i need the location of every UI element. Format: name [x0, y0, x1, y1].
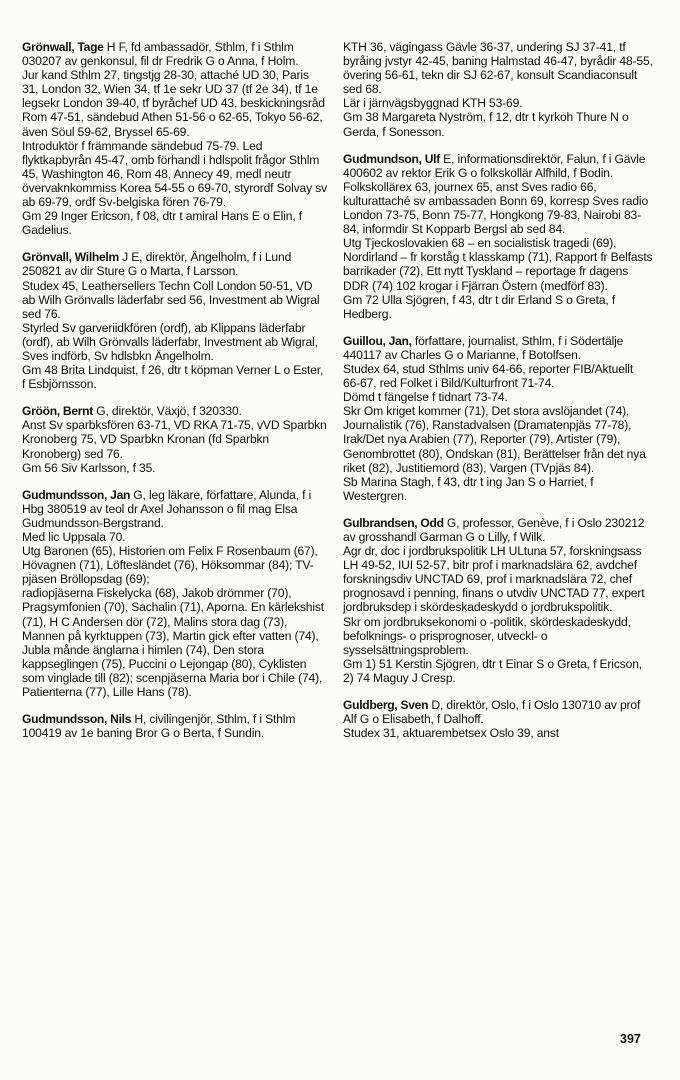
- entry-paragraph: Studex 64, stud Sthlms univ 64-66, reporter FIB/Aktuellt 66-67, red Folket i Bild/Kulturfront 71-74.: [343, 361, 634, 391]
- entry-intro: G, professor, Genève, f i Oslo 230212 av grosshandl Garman G o Lilly, f Wilk.: [343, 515, 645, 544]
- entry-paragraph: Gm 72 Ulla Sjögren, f 43, dtr t dir Erland S o Greta, f Hedberg.: [343, 292, 616, 321]
- entry-heading: [22, 404, 327, 418]
- entry-paragraph: Folkskollärex 63, journex 65, anst Sves radio 66, kulturattaché sv ambassaden Bonn 69, korresp Sves radio London 73-75, Bonn 75-77, Hongkong 79-83, Nairobi 83-84, informdir St Kopparb Bergsl ab sed 84.: [343, 179, 649, 237]
- entry-paragraph: Sb Marina Stagh, f 43, dtr t ing Jan S o Harriet, f Westergren.: [343, 474, 594, 503]
- entry-name: Grönwall, Tage: [22, 40, 104, 54]
- biography-entry: [22, 712, 327, 740]
- biography-entry: [343, 152, 653, 321]
- biography-entry: [343, 334, 653, 503]
- biography-entry: [343, 516, 653, 685]
- entry-paragraph: Gm 1) 51 Kerstin Sjögren, dtr t Einar S o Greta, f Ericson, 2) 74 Maguy J Cresp.: [343, 656, 642, 685]
- entry-heading: [22, 40, 327, 68]
- entry-intro: H F, fd ambassadör, Sthlm, f i Sthlm 030207 av genkonsul, fil dr Fredrik G o Anna, f Holm.: [22, 40, 299, 69]
- entry-name: Gröön, Bernt: [22, 404, 93, 419]
- entry-paragraph: Agr dr, doc i jordbrukspolitik LH ULtuna 57, forskningsass LH 49-52, IUI 52-57, bitr prof i marknadslära 62, avdchef forskningsdiv UNCTAD 69, prof i marknadslära 72, chef prognosavd i penning, finans o utvdiv UNCTAD 77, expert jordbruksdep i skördeskadeskydd o jordbrukspolitik.: [343, 544, 645, 615]
- entry-paragraph: radiopjäserna Fiskelycka (68), Jakob drömmer (70), Pragsymfonien (70), Sachalin (71), Aporna. En kärlekshist (71), H C Andersen dör (72), Malins stora dag (73), Mannen på kyrktuppen (73), Martin gick efter vatten (74), Jubla månde änglarna i himlen (74), Den stora kappseglingen (75), Puccini o Lejongap (80), Cyklisten som vinglade till (82); scenpjäserna Maria bor i Chile (74), Patienterna (77), Lille Hans (78).: [22, 586, 325, 700]
- entry-paragraph: Med lic Uppsala 70.: [22, 530, 126, 544]
- entry-intro: G, direktör, Växjö, f 320330.: [92, 404, 242, 419]
- biography-entry: [22, 404, 327, 474]
- entry-paragraph: Jur kand Sthlm 27, tingstjg 28-30, attaché UD 30, Paris 31, London 32, Wien 34, tf 1e sekr UD 37 (tf 2e 34), tf 1e legsekr London 39-40, tf byråchef UD 43, beskickningsråd Rom 47-51, sändebud Athen 51-56 o 62-65, Tokyo 56-62, även Söul 59-62, Bryssel 65-69.: [22, 68, 325, 139]
- biography-entry: [343, 40, 653, 139]
- entry-name: Gudmundsson, Nils: [22, 712, 132, 727]
- entry-paragraph: Lär i järnvägsbyggnad KTH 53-69.: [343, 96, 523, 111]
- entry-paragraph: Dömd t fängelse f tidnart 73-74.: [343, 390, 508, 405]
- entry-intro: J E, direktör, Ängelholm, f i Lund 250821 av dir Sture G o Marta, f Larsson.: [22, 250, 292, 279]
- right-column: [343, 40, 653, 753]
- entry-name: Guillou, Jan,: [343, 333, 412, 348]
- entry-heading: [343, 152, 653, 180]
- entry-intro: G, leg läkare, författare, Alunda, f i Hbg 380519 av teol dr Axel Johansson o fil mag Elsa Gudmundsson-Bergstrand.: [22, 487, 312, 530]
- biography-entry: [22, 488, 327, 699]
- entry-heading: [343, 698, 653, 726]
- left-column: [22, 40, 327, 753]
- entry-intro: D, direktör, Oslo, f i Oslo 130710 av prof Alf G o Elisabeth, f Dalhoff.: [343, 698, 641, 727]
- entry-paragraph: Skr Om kriget kommer (71), Det stora avslöjandet (74), Journalistik (76), Ranstadvalsen (Dramatenpjäs 77-78), Irak/Det nya Arabien (77), Reporter (79), Artister (79), Genombrottet (80), Ondskan (81), Berättelser från det nya riket (82), Justitiemord (83), Vargen (TVpjäs 84).: [343, 404, 646, 475]
- biography-entry: [22, 40, 327, 237]
- entry-name: Grönvall, Wilhelm: [22, 250, 119, 265]
- entry-paragraph: KTH 36, vägingass Gävle 36-37, undering SJ 37-41, tf byråing jvstyr 42-45, baning Halmstad 46-47, byrådir 48-55, övering 56-61, tekn dir SJ 62-67, konsult Scandiaconsult sed 68.: [343, 40, 653, 97]
- entry-paragraph: Anst Sv sparbksfören 63-71, VD RKA 71-75, vVD Sparbkn Kronoberg 75, VD Sparbkn Kronan (fd Sparbkn Kronoberg) sed 76.: [22, 418, 327, 461]
- entry-paragraph: Studex 31, aktuarembetsex Oslo 39, anst: [343, 726, 559, 741]
- entry-paragraph: Gm 29 Inger Ericson, f 08, dtr t amiral Hans E o Elin, f Gadelius.: [22, 209, 302, 238]
- entry-name: Guldberg, Sven: [343, 698, 429, 713]
- entry-intro: författare, journalist, Sthlm, f i Södertälje 440117 av Charles G o Marianne, f Botolfsen.: [343, 333, 624, 362]
- entry-heading: [22, 488, 327, 530]
- entry-paragraph: Introduktör f främmande sändebud 75-79. Led flyktkapbyrån 45-47, omb förhandl i hdlspolit frågor Sthlm 45, Washington 46, Rom 48, Annecy 49, medl neutr övervaknkommiss Korea 54-55 o 69-70, styrordf Solvay sv ab 69-79, ordf Sv-belgiska fören 76-79.: [22, 138, 327, 210]
- entry-paragraph: Gm 56 Siv Karlsson, f 35.: [22, 460, 156, 475]
- entry-heading: [343, 516, 653, 544]
- entry-paragraph: Gm 38 Margareta Nyström, f 12, dtr t kyrkoh Thure N o Gerda, f Sonesson.: [343, 110, 629, 139]
- entry-name: Gudmundson, Ulf: [343, 151, 440, 166]
- entry-paragraph: Skr om jordbruksekonomi o -politik, skördeskadeskydd, befolknings- o prisprognoser, utveckl- o sysselsättningsproblem.: [343, 614, 631, 657]
- biography-entry: [22, 250, 327, 391]
- entry-paragraph: Styrled Sv garveriidkfören (ordf), ab Klippans läderfabr (ordf), ab Wilh Grönvalls läderfabr, Investment ab Wigral, Sves indförb, Sv hdlsbkn Ängelholm.: [22, 320, 318, 363]
- entry-intro: H, civilingenjör, Sthlm, f i Sthlm 100419 av 1e baning Bror G o Berta, f Sundin.: [22, 712, 296, 741]
- biography-entry: [343, 698, 653, 740]
- entry-heading: [22, 250, 327, 278]
- page-number: 397: [620, 1032, 641, 1046]
- entry-heading: [343, 334, 653, 362]
- entry-paragraph: Utg Baronen (65), Historien om Felix F Rosenbaum (67), Hövagnen (71), Löftesländet (76), Höksommar (84); TV-pjäsen Bröllopsdag (69);: [22, 544, 318, 587]
- entry-name: Gulbrandsen, Odd: [343, 515, 444, 530]
- entry-paragraph: Utg Tjeckoslovakien 68 – en socialistisk tragedi (69), Nordirland – fr korståg t klasskamp (71), Rapport fr Belfasts barrikader (72), Ett nytt Tyskland – reportage fr dagens DDR (74) 102 krogar i Fjärran Östern (medförf 83).: [343, 236, 653, 293]
- entry-name: Gudmundsson, Jan: [22, 487, 131, 502]
- entry-paragraph: Studex 45, Leathersellers Techn Coll London 50-51, VD ab Wilh Grönvalls läderfabr sed 56, Investment ab Wigral sed 76.: [22, 278, 320, 321]
- entry-paragraph: Gm 48 Brita Lindquist, f 26, dtr t köpman Verner L o Ester, f Esbjörnsson.: [22, 363, 324, 392]
- entry-heading: [22, 712, 327, 740]
- entry-intro: E, informationsdirektör, Falun, f i Gävle 400602 av rektor Erik G o folkskollär Alfhild, f Bodin.: [343, 151, 646, 180]
